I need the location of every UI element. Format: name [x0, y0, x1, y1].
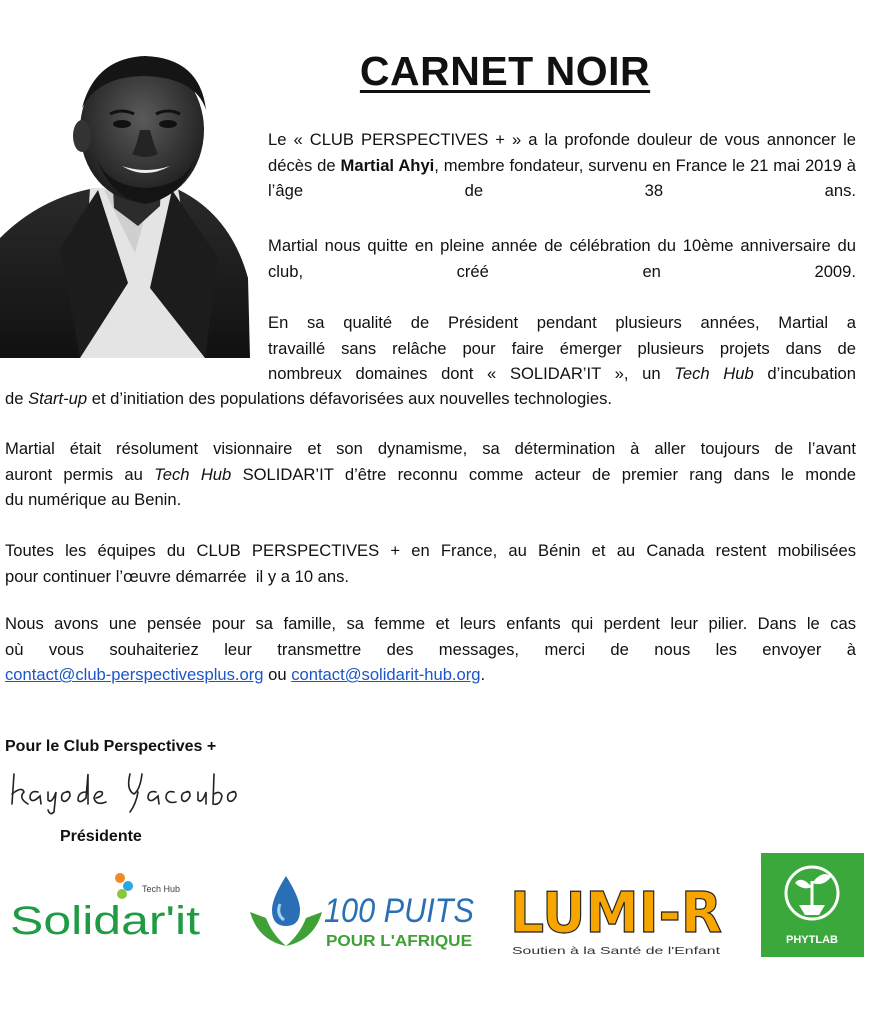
anniversary-paragraph: Martial nous quitte en pleine année de célébration du 10ème anniversaire du club, créé en 2009. [268, 236, 856, 281]
phytlab-name-text: PHYTLAB [786, 934, 838, 946]
page-title: CARNET NOIR [359, 48, 651, 94]
lumir-main-text: LUMI-R [510, 881, 722, 946]
signatory-role: Présidente [60, 828, 142, 845]
phytlab-logo [761, 853, 864, 957]
signature-label: Pour le Club Perspectives + [5, 738, 217, 755]
teams-paragraph: Toutes les équipes du CLUB PERSPECTIVES + en France, au Bénin et au Canada restent mobilisées pour continuer l’œuvre démarrée il y a 10 ans. [5, 541, 856, 586]
puits-sub-text: POUR L'AFRIQUE [326, 933, 473, 950]
handwritten-signature [8, 764, 238, 820]
contact-paragraph: Nous avons une pensée pour sa famille, sa femme et leurs enfants qui perdent leur pilier. Dans le cas où vous souhaiteriez leur transmettre des messages, merci de nous les envoyer à contact@club-perspectivesplus.org ou contact@solidarit-hub.org. [5, 614, 856, 684]
email-link-solidarit[interactable]: contact@solidarit-hub.org [291, 665, 481, 684]
solidarit-name-text: Solidar'it [10, 899, 200, 943]
tribute-paragraph: Martial était résolument visionnaire et son dynamisme, sa détermination à aller toujours de l’avant auront permis au Tech Hub SOLIDAR’IT d’être reconnu comme acteur de premier rang dans le monde du numérique au Benin. [5, 439, 856, 509]
email-link-club[interactable]: contact@club-perspectivesplus.org [5, 665, 264, 684]
100-puits-logo [246, 868, 476, 960]
announcement-paragraph: Le « CLUB PERSPECTIVES + » a la profonde douleur de vous annoncer le décès de Martial Ahyi, membre fondateur, survenu en France le 21 mai 2019 à l’âge de 38 ans. [268, 130, 856, 200]
deceased-name: Martial Ahyi [340, 155, 435, 175]
solidarit-logo [8, 868, 208, 948]
puits-main-text: 100 PUITS [324, 892, 475, 930]
lumir-sub-text: Soutien à la Santé de l'Enfant [512, 945, 721, 957]
solidarit-small-text: Tech Hub [142, 884, 181, 894]
lumi-r-logo [506, 874, 726, 960]
portrait-photo [0, 48, 250, 358]
presidency-paragraph: En sa qualité de Président pendant plusieurs années, Martial a travaillé sans relâche pour faire émerger plusieurs projets dans de nombreux domaines dont « SOLIDAR’IT », un Tech Hub d’incubation [268, 313, 856, 383]
